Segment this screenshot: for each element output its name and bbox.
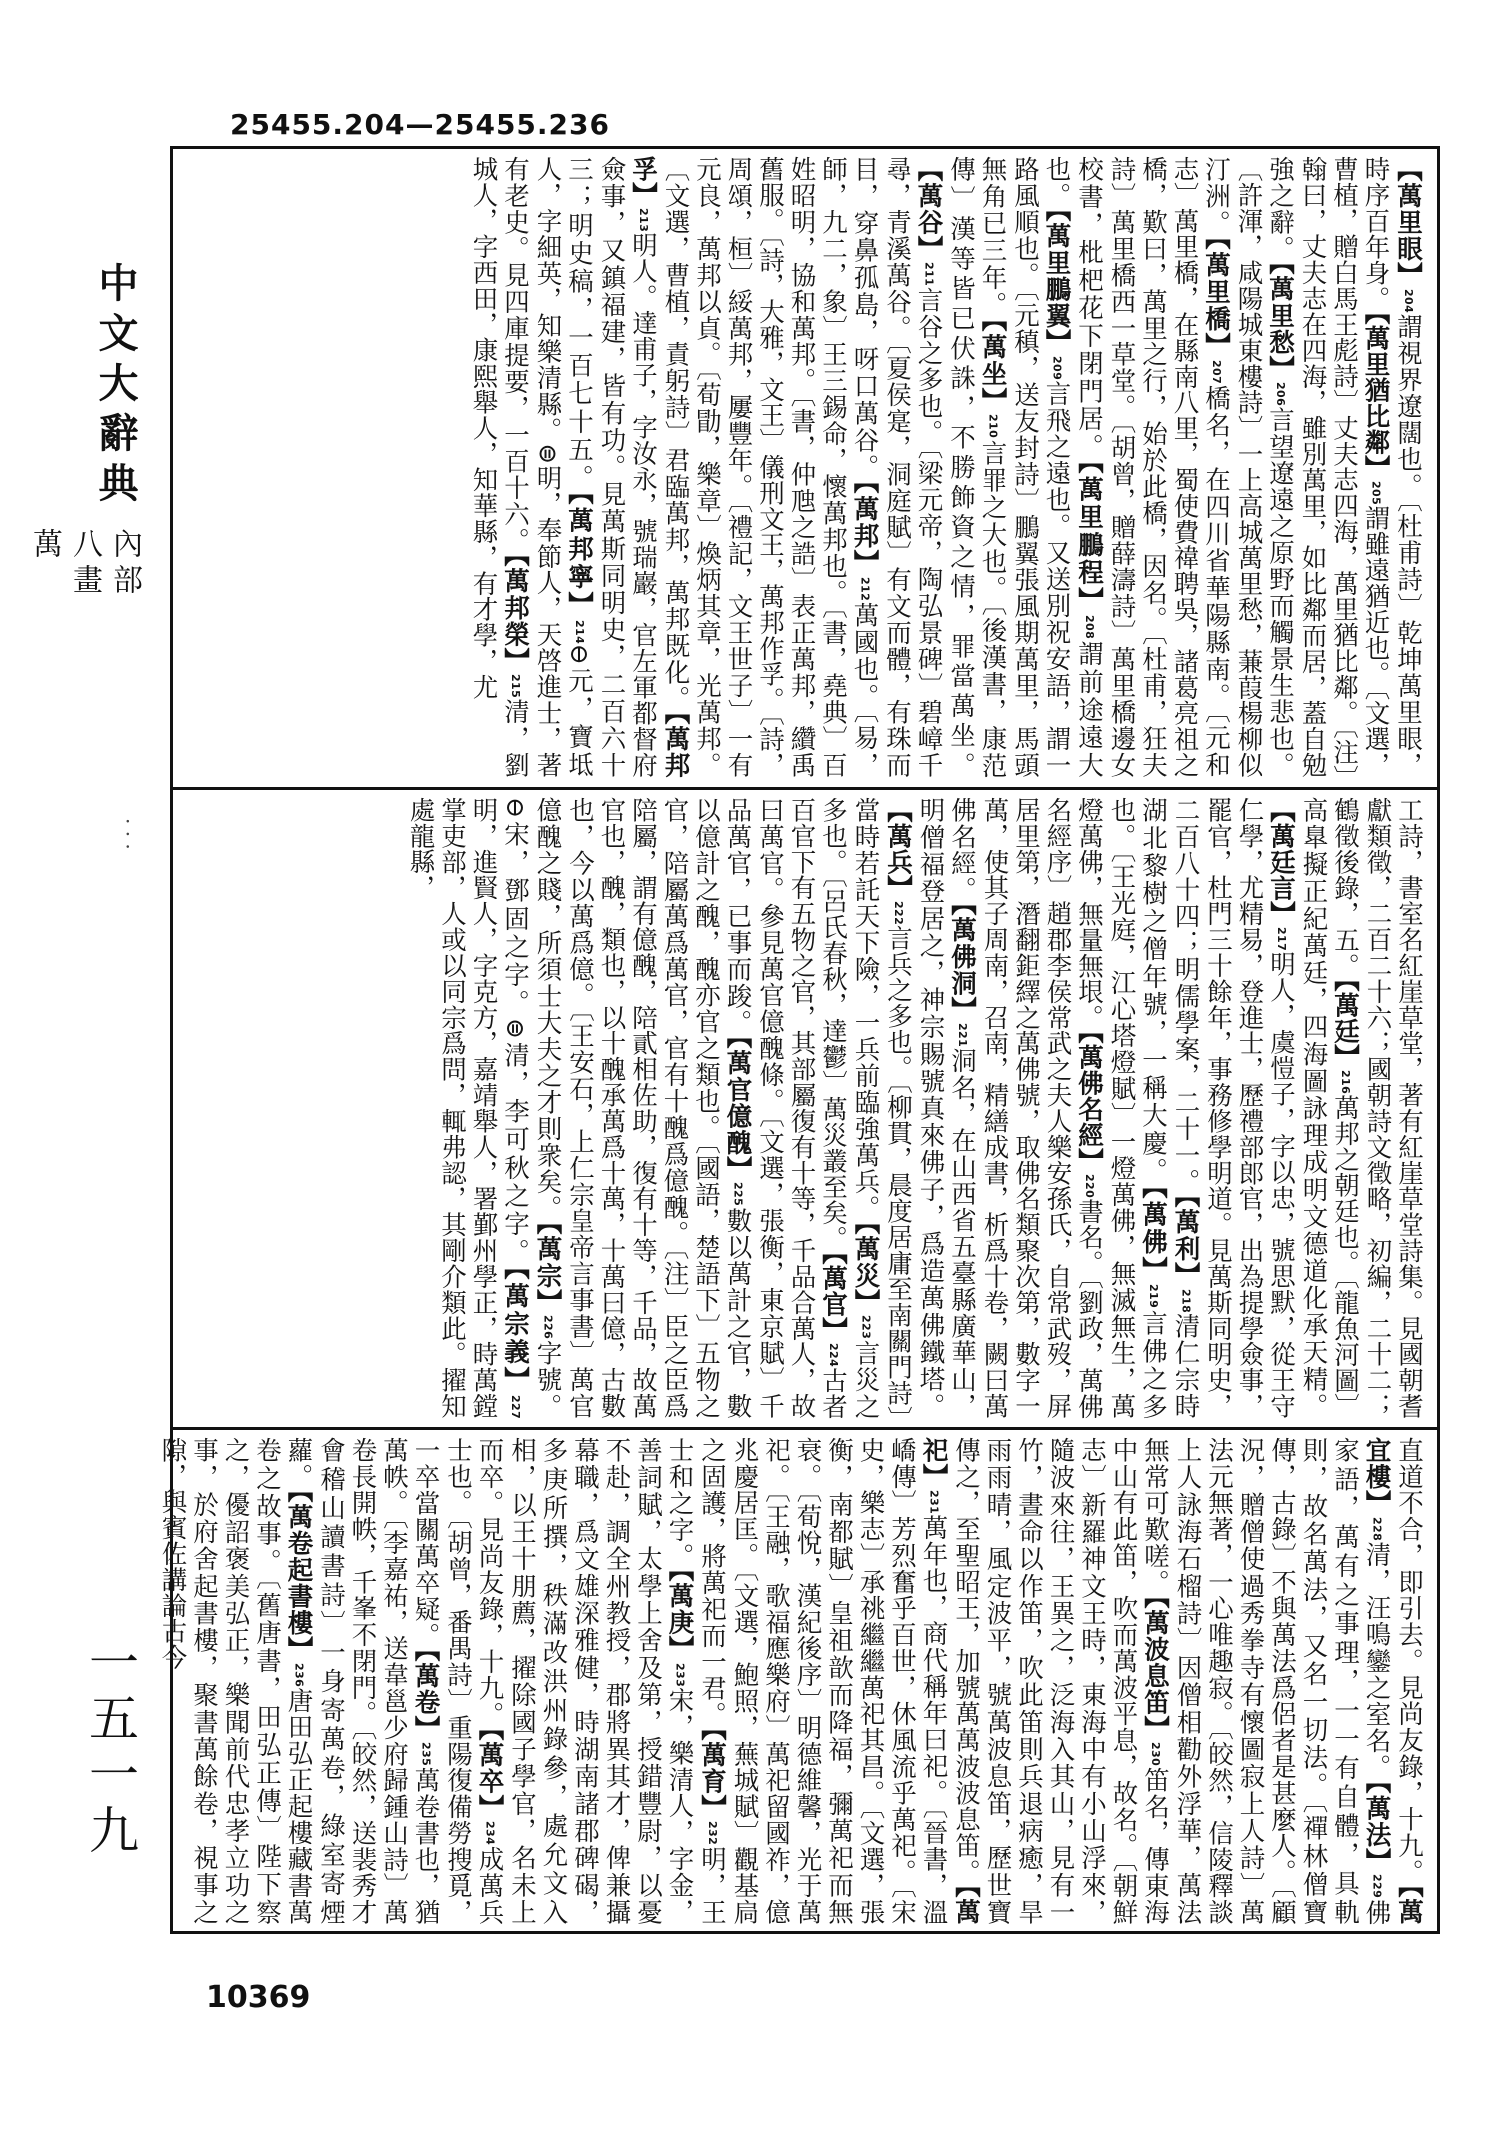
entry-headword: 【萬坐】 [977,318,1008,415]
page-number: 一五一九 [81,1636,139,1860]
entry-number: 216 [1339,1069,1352,1095]
entry-headword: 【萬官億醜】 [722,1035,753,1183]
entry-headword: 【萬廷】 [1330,978,1360,1070]
entry-definition: 洞名，在山西省五臺縣廣華山，明僧福登居之，神宗賜號真來佛子，爲造萬佛鐵塔。 [915,797,977,1419]
entry-number: 209 [1050,355,1064,380]
band-divider [170,1427,1440,1430]
entry-number: 227 [509,1394,522,1419]
entry-definition: 言飛之遠也。又送別祝安語，謂一路風順也。〔元稹，送友封詩〕鵬翼張風期萬里，馬頭無角已三年。 [977,156,1072,778]
entry-headword: 【萬里眼】 [1393,156,1423,289]
entry-number: 231 [927,1489,941,1515]
text-band-bottom [157,1437,1424,1925]
entry-definition: 明，進賢人，字克方，嘉靖舉人，署鄞州學正，時萬鏜掌吏部，人或以同宗爲問，輒弗認，其剛介類此。擢知處龍縣， [405,797,499,1419]
entry-headword: 【萬宗】 [532,1221,563,1316]
dictionary-title: 中文大辭典 [92,262,139,512]
entry-definition: 萬國也。〔易，師，九二，象〕王三錫命，懷萬邦也。〔書，堯典〕百姓昭明，協和萬邦。〔書，仲虺之誥〕表正萬邦，纘禹舊服。〔詩，大雅，文王〕儀刑文王，萬邦作孚。〔詩，周頌，桓〕綏萬邦，屢豐年。〔禮記，文王世子〕一有元良，萬邦以貞。〔荀勖，樂章〕煥炳其章，光萬邦。〔文選，曹植，責躬詩〕君臨萬邦，萬邦既化。 [660,156,880,778]
entry-definition: 言谷之多也。〔梁元帝，陶弘景碑〕碧嶂千尋，青溪萬谷。〔夏侯寔，洞庭賦〕有文而體，有珠而目，穿鼻孤島，呀口萬谷。 [849,156,944,778]
entry-definition: 字號。⊖宋，鄧固之字。⊜清，李可秋之字。 [500,797,563,1419]
entry-headword: 【萬邦榮】 [500,554,530,675]
dictionary-entry [661,156,880,778]
entry-number: 214 [573,619,586,645]
dictionary-entry [1140,1437,1392,1925]
entry-headword: 【萬災】 [850,1221,881,1316]
entry-definition: 宋，樂清人，字金，善詞賦，太學上舍及第，授錯豐尉，以憂不赴，調全州教授，郡將異其才，俾兼攝幕職，爲文雄深雅健，時湖南諸郡碑碣，多庚所撰，秩滿改洪州錄參，處允文入相，以王十朋薦，擢除國子學官，名未上而卒。見尚友錄，十九。 [474,1437,695,1925]
dictionary-entry [533,797,753,1419]
entry-definition: 言兵之多也。〔柳貫，晨度居庸至南關門詩〕當時若託天下險，一兵前臨強萬兵。 [850,797,913,1419]
entry-headword: 【萬卷起書樓】 [283,1489,314,1663]
head-character: 萬 [27,528,62,564]
entry-headword: 【萬波息笛】 [1140,1595,1170,1742]
text-band-top [188,156,1424,778]
entry-number: 208 [1083,615,1096,640]
entry-number: 215 [509,674,522,699]
entry-number: 229 [1370,1874,1384,1899]
entry-definition: 言罪之大也。〔後漢書，康范傳〕漢等皆已伏誅，不勝飾資之情，罪當萬坐。 [946,156,1008,778]
entry-headword: 【萬佛名經】 [1074,1030,1104,1174]
entry-definition: 笛名，傳東海中山有此笛，吹而萬波平息，故名。〔朝鮮志〕新羅神文王時，東海中有小山浮來，隨波來往，王異之，泛海入其山，見有一竹，晝命以作笛，吹此笛則兵退病癒，旱雨雨晴，風定波平，號萬波息笛，歷世寶傳之，至聖昭王，加號萬萬波波息笛。 [951,1437,1170,1925]
entry-headword: 【萬里猶比鄰】 [1360,311,1391,481]
entry-definition: 萬年也，商代稱年曰祀。〔晉書，溫嶠傳〕芳烈奮乎百世，休風流乎萬祀。〔宋史，樂志〕承祧繼繼萬祀其昌。〔文選，張衡，南都賦〕皇祖歆而降福，彌萬祀而無衰。〔荀悅，漢紀後序〕明德維馨，光于萬祀。〔王融，歌福應樂府〕萬祀留國祚，億兆慶居匡。〔文選，鮑照，蕪城賦〕觀基扃之固護，將萬祀而一君。 [697,1437,949,1925]
dictionary-entry [1394,1437,1424,1885]
entry-definition: 萬邦之朝廷也。〔龍魚河圖〕高臯擬正紀萬廷，四海圖詠理成明文德道化承天精。 [1298,797,1360,1419]
entry-number: 218 [1179,1288,1193,1313]
entry-headword: 【萬里鵬程】 [1074,461,1104,616]
entry-headword: 【萬法】 [1361,1780,1392,1875]
entry-headword: 【萬里愁】 [1265,262,1295,383]
entry-definition: 言佛之多也。〔王光庭，江心塔燈賦〕一燈萬佛，無滅無生，萬燈萬佛，無量無垠。 [1074,797,1168,1419]
entry-headword: 【萬宜樓】 [1361,1437,1424,1925]
radical-section: 內部 [107,528,142,600]
entry-number: 219 [1147,1283,1160,1308]
margin-dots: · · · [116,818,140,850]
entry-range-header: 25455.204—25455.236 [230,108,610,141]
entry-number: 223 [859,1315,873,1340]
entry-headword: 【萬佛洞】 [947,903,977,1024]
entry-number: 206 [1274,382,1287,407]
entry-headword: 【萬邦】 [849,481,880,577]
entry-headword: 【萬祀】 [918,1437,981,1925]
entry-definition: 言望遼遠之原野而觸景生悲也。〔許渾，咸陽城東樓詩〕一上高城萬里愁，蒹葭楊柳似汀洲。 [1201,156,1295,778]
entry-definition: 明人。達甫子，字汝永，號瑞巖，官左軍都督府僉事，又鎮福建，皆有功。見萬斯同明史，二百六十三；明史稿，一百七十五。 [564,156,658,778]
entry-number: 234 [483,1821,497,1846]
entry-number: 236 [292,1662,306,1687]
entry-number: 205 [1369,480,1383,506]
entry-headword: 【萬邦寧】 [564,492,594,620]
dictionary-entry [951,1437,1170,1925]
entry-number: 222 [892,900,905,926]
entry-number: 213 [637,207,650,233]
dictionary-entry [697,1437,981,1925]
footer-number: 10369 [206,1980,311,2015]
entry-definition: 萬卷書也，猶萬帙。〔李嘉祐，送韋邕少府歸鍾山詩〕萬卷長開帙，千峯不閉門。〔皎然，送裴秀才會稽山讀書詩〕一身寄萬卷，綠室寄煙蘿。 [283,1437,441,1925]
entry-definition: 工詩，書室名紅崖草堂，著有紅崖草堂詩集。見國朝耆獻類徵，二百二十六；國朝詩文徵略，初編，二十二；鶴徵後錄，五。 [1330,797,1424,1419]
entry-definition: 謂視界遼闊也。〔杜甫詩〕乾坤萬里眼，時序百年身。 [1360,156,1423,778]
entry-headword: 【萬兵】 [883,797,913,901]
entry-definition: 明，王士和之字。 [664,1437,727,1925]
entry-number: 225 [731,1182,745,1207]
entry-definition: 謂雖遠猶近也。〔文選，曹植，贈白馬王彪詩〕丈夫志四海，萬里猶比鄰。〔注〕翰曰，丈夫志在四海，雖別萬里，如比鄰而居，蓋自勉強之辭。 [1265,156,1391,778]
entry-number: 232 [706,1821,719,1846]
band-divider [170,787,1440,790]
entry-number: 235 [419,1741,433,1767]
entry-definition: 古者百官下有五物之官，其部屬復有十等，千品合萬人，故曰萬官。參見萬官億醜條。〔文選，張衡，東京賦〕千品萬官，已事而踆。 [722,797,848,1419]
entry-definition: 橋名，在四川省華陽縣南。〔元和志〕萬里橋，在縣南八里，蜀使費禕聘吳，諸葛亮祖之橋，歎曰，萬里之行，始於此橋，因名。〔杜甫，狂夫詩〕萬里橋西一草堂。〔胡曾，贈薛濤詩〕萬里橋邊女校書，枇杷花下閉門居。 [1074,156,1231,779]
entry-number: 204 [1402,288,1415,313]
entry-headword: 【萬廷言】 [1266,797,1296,927]
entry-headword: 【萬里橋】 [1201,237,1231,361]
entry-headword: 【萬庚】 [664,1569,695,1663]
entry-headword: 【萬邦孚】 [628,156,691,778]
entry-number: 221 [956,1023,969,1048]
entry-headword: 【萬佛】 [1138,1185,1168,1284]
entry-headword: 【萬官】 [818,1251,848,1343]
entry-definition: 言災之多也。〔呂氏春秋，達鬱〕萬災叢至矣。 [818,797,881,1419]
entry-headword: 【萬卒】 [474,1728,505,1822]
entry-definition: ⊖元，寶坻人，字細英，知樂清縣。⊜明，奉節人，天啓進士，著有老史。見四庫提要，一百十六。 [500,156,594,778]
entry-number: 217 [1275,926,1288,952]
entry-number: 207 [1210,360,1223,385]
entry-definition: 數以萬計之官，數以億計之醜，醜亦官之類也。〔國語，楚語下〕五物之官，陪屬萬爲萬官，官有十醜爲億醜。〔注〕臣之臣爲陪屬，謂有億醜，陪貳相佐助，復有十等，千品，故萬官也，醜，類也，以十醜承萬爲十萬，十萬曰億，古數也，今以萬爲億。〔王安石，上仁宗皇帝言事書〕萬官億醜之賤，所須士大夫之才則衆矣。 [532,797,753,1419]
entry-number: 224 [827,1342,840,1368]
entry-definition: 佛家語，萬有之事理，一一有自體，具軌則，故名萬法，又名一切法。〔禪林僧寶傳，古錄〕不與萬法爲侶者是甚麼人。〔顧況，贈僧使過秀拳寺有懷圖寂上人詩〕萬法元無著，一心唯趣寂。〔皎然，信陵釋談上人詠海石榴詩〕因僧相勸外浮華，萬法無常可歎嗟。 [1140,1437,1392,1925]
entry-definition: 清仁宗時湖北黎樹之僧年號，一稱大慶。 [1138,797,1201,1419]
entry-definition: 直道不合，即引去。見尚友錄，十九。 [1394,1437,1424,1886]
entry-number: 226 [541,1315,555,1340]
entry-headword: 【萬利】 [1170,1195,1201,1289]
entry-headword: 【萬宗義】 [500,1266,530,1395]
entry-number: 233 [673,1662,687,1687]
entry-definition: 唐田弘正起樓藏書萬卷之故事。〔舊唐書，田弘正傳〕陛下察之，優詔褒美弘正，樂聞前代忠孝立功之事，於府舍起書樓，聚書萬餘卷，視事之隙，與賓佐講論古今 [157,1437,314,1925]
entry-definition: 明人，虞愷子，字以忠，號思默，從王守仁學，尤精易，登進士，歷禮部郎官，出為提學僉事，罷官，杜門三十餘年，事務修學明道。見萬斯同明史，二百八十四；明儒學案，二十一。 [1170,797,1296,1420]
entry-definition: 謂前途遠大也。 [1041,156,1104,779]
entry-headword: 【萬育】 [697,1728,727,1822]
entry-number: 212 [858,576,872,602]
entry-definition: 清，汪鳴鑾之室名。 [1361,1540,1392,1781]
entry-headword: 【萬谷】 [913,156,944,263]
section-marker [27,528,144,644]
entry-definition: 成萬兵士也。〔胡曾，番禺詩〕重陽復備勞搜覓，一卒當關萬卒疑。 [410,1437,505,1925]
entry-number: 210 [986,414,1000,439]
entry-definition: 書名。〔劉政，萬佛名經序〕趙郡李侯常武之夫人樂安孫氏，自常武歿，屏居里第，潛翻鉅繹之萬佛號，取佛名類聚次第，數字一萬，使其子周南，召南，精繕成書，析爲十卷，闕曰萬佛名經。 [947,797,1104,1419]
entry-headword: 【萬卷】 [410,1648,441,1742]
entry-number: 230 [1149,1741,1162,1767]
stroke-count: 八畫 [67,528,102,600]
entry-number: 220 [1083,1173,1096,1198]
dictionary-entry [475,1437,695,1925]
entry-number: 211 [922,262,936,287]
entry-headword: 【萬里鵬翼】 [1041,209,1072,356]
entry-definition: 清，劉城人，字西田，康熙舉人，知華縣，有才學，尤 [468,156,530,778]
entry-number: 228 [1370,1516,1384,1541]
text-band-middle [188,797,1424,1419]
